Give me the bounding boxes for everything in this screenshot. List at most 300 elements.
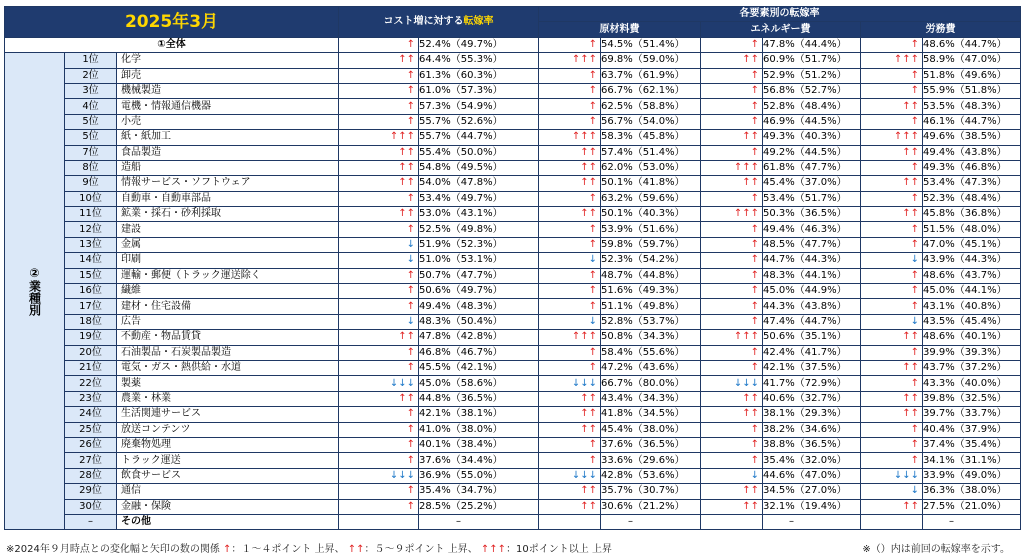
cost-arrow: ↑↑	[339, 176, 419, 191]
material-arrow: ↑↑↑	[539, 330, 601, 345]
industry-name: 建設	[117, 222, 339, 237]
table-row	[5, 468, 1021, 483]
cost-value: 50.7%（47.7%）	[419, 268, 539, 283]
material-value: 50.1%（41.8%）	[601, 176, 701, 191]
industry-name: 自動車・自動車部品	[117, 191, 339, 206]
industry-name: 鉱業・採石・砂利採取	[117, 207, 339, 222]
labor-arrow: ↑↑	[861, 99, 923, 114]
material-value: 30.6%（21.2%）	[601, 499, 701, 514]
industry-name: 造船	[117, 160, 339, 175]
material-value: 69.8%（59.0%）	[601, 53, 701, 68]
cost-header-label: コスト増に対する	[383, 15, 464, 27]
energy-arrow: ↑↑	[701, 484, 763, 499]
cost-value: 57.3%（54.9%）	[419, 99, 539, 114]
material-header: 原材料費	[539, 22, 701, 37]
energy-arrow: ↑	[701, 299, 763, 314]
material-arrow: ↑↑	[539, 160, 601, 175]
cost-arrow: ↑	[339, 191, 419, 206]
labor-value: 47.0%（45.1%）	[923, 237, 1021, 252]
energy-value: 34.5%（27.0%）	[763, 484, 861, 499]
material-value: 41.8%（34.5%）	[601, 407, 701, 422]
material-value: 56.7%（54.0%）	[601, 114, 701, 129]
cost-arrow: ↑↑	[339, 145, 419, 160]
material-arrow	[539, 514, 601, 529]
energy-value: 52.8%（48.4%）	[763, 99, 861, 114]
industry-name: 石油製品・石炭製品製造	[117, 345, 339, 360]
cost-value: 41.0%（38.0%）	[419, 422, 539, 437]
cost-arrow: ↑	[339, 407, 419, 422]
labor-arrow: ↑↑	[861, 145, 923, 160]
material-arrow: ↑	[539, 437, 601, 452]
material-arrow: ↑	[539, 237, 601, 252]
cost-value: 55.7%（52.6%）	[419, 114, 539, 129]
material-arrow: ↓↓↓	[539, 468, 601, 483]
energy-header: エネルギー費	[701, 22, 861, 37]
cost-arrow: ↑↑	[339, 330, 419, 345]
cost-arrow: ↓	[339, 314, 419, 329]
cost-arrow: ↑	[339, 83, 419, 98]
labor-value: 43.5%（45.4%）	[923, 314, 1021, 329]
labor-arrow: ↑	[861, 284, 923, 299]
energy-value: 45.4%（37.0%）	[763, 176, 861, 191]
energy-arrow: ↑	[701, 268, 763, 283]
total-row	[5, 37, 1021, 52]
material-value: 42.8%（53.6%）	[601, 468, 701, 483]
cost-arrow: ↑	[339, 114, 419, 129]
footer-text-3: ：10ポイント以上 上昇	[506, 544, 612, 555]
energy-value: 44.7%（44.3%）	[763, 253, 861, 268]
labor-arrow: ↑↑	[861, 407, 923, 422]
energy-value: 41.7%（72.9%）	[763, 376, 861, 391]
energy-arrow: ↑↑	[701, 176, 763, 191]
rank-cell: 20位	[65, 345, 117, 360]
energy-arrow: ↑↑↑	[701, 207, 763, 222]
material-value: 63.2%（59.6%）	[601, 191, 701, 206]
table-row	[5, 237, 1021, 252]
labor-value: 55.9%（51.8%）	[923, 83, 1021, 98]
industry-name: 飲食サービス	[117, 468, 339, 483]
rank-cell: 28位	[65, 468, 117, 483]
rank-cell: 11位	[65, 207, 117, 222]
rank-cell: 16位	[65, 284, 117, 299]
table-row	[5, 407, 1021, 422]
labor-value: 43.1%（40.8%）	[923, 299, 1021, 314]
material-arrow: ↑	[539, 191, 601, 206]
table-row	[5, 345, 1021, 360]
labor-value: 52.3%（48.4%）	[923, 191, 1021, 206]
energy-value: 38.8%（36.5%）	[763, 437, 861, 452]
cost-value: 50.6%（49.7%）	[419, 284, 539, 299]
material-value: 52.8%（53.7%）	[601, 314, 701, 329]
energy-value: 53.4%（51.7%）	[763, 191, 861, 206]
table-row	[5, 222, 1021, 237]
material-value: 50.8%（34.3%）	[601, 330, 701, 345]
energy-arrow: ↑↑	[701, 53, 763, 68]
footer-text-2: ：５～９ポイント 上昇、	[364, 544, 478, 555]
footer-arrow-2: ↑↑	[347, 544, 365, 555]
labor-value: 27.5%（21.0%）	[923, 499, 1021, 514]
rank-cell: 4位	[65, 99, 117, 114]
labor-arrow: ↓	[861, 253, 923, 268]
energy-arrow: ↓	[701, 468, 763, 483]
energy-arrow: ↑↑↑	[701, 330, 763, 345]
energy-value: 56.8%（52.7%）	[763, 83, 861, 98]
rank-cell: 3位	[65, 83, 117, 98]
energy-arrow: ↑	[701, 345, 763, 360]
labor-arrow: ↑	[861, 422, 923, 437]
material-value: 66.7%（62.1%）	[601, 83, 701, 98]
industry-name: 生活関連サービス	[117, 407, 339, 422]
industry-name: 広告	[117, 314, 339, 329]
cost-arrow: ↑↑	[339, 160, 419, 175]
rank-cell: 22位	[65, 376, 117, 391]
labor-arrow: ↑↑↑	[861, 53, 923, 68]
labor-arrow: ↑	[861, 299, 923, 314]
cost-arrow: ↓↓↓	[339, 376, 419, 391]
industry-name: 電機・情報通信機器	[117, 99, 339, 114]
material-value: 50.1%（40.3%）	[601, 207, 701, 222]
cost-arrow: ↑	[339, 268, 419, 283]
energy-value: 52.9%（51.2%）	[763, 68, 861, 83]
industry-section-label: ②業種別	[5, 53, 65, 530]
total-label: ①全体	[5, 37, 339, 52]
labor-value: 34.1%（31.1%）	[923, 453, 1021, 468]
material-value: 47.2%（43.6%）	[601, 360, 701, 375]
labor-value: 53.5%（48.3%）	[923, 99, 1021, 114]
industry-name: 廃棄物処理	[117, 437, 339, 452]
footer-note	[6, 540, 612, 555]
footer-right-note: ※（）内は前回の転嫁率を示す。	[862, 544, 1010, 555]
total-cost-arrow: ↑	[339, 37, 419, 52]
cost-value: 42.1%（38.1%）	[419, 407, 539, 422]
material-arrow: ↑↑↑	[539, 53, 601, 68]
rank-cell: 13位	[65, 237, 117, 252]
labor-value: 43.3%（40.0%）	[923, 376, 1021, 391]
industry-name: 化学	[117, 53, 339, 68]
energy-value: 49.2%（44.5%）	[763, 145, 861, 160]
rank-cell: 8位	[65, 160, 117, 175]
cost-value: 64.4%（55.3%）	[419, 53, 539, 68]
cost-arrow: ↑	[339, 437, 419, 452]
cost-arrow: ↑↑	[339, 391, 419, 406]
table-row	[5, 376, 1021, 391]
material-arrow: ↑	[539, 453, 601, 468]
table-row	[5, 145, 1021, 160]
material-value: 59.8%（59.7%）	[601, 237, 701, 252]
total-material-value: 54.5%（51.4%）	[601, 37, 701, 52]
material-arrow: ↑	[539, 114, 601, 129]
energy-value: 35.4%（32.0%）	[763, 453, 861, 468]
table-row	[5, 453, 1021, 468]
labor-arrow: ↑↑	[861, 330, 923, 345]
rank-cell: 1位	[65, 53, 117, 68]
labor-value: 51.5%（48.0%）	[923, 222, 1021, 237]
material-arrow: ↑↑	[539, 391, 601, 406]
cost-header	[339, 7, 539, 38]
energy-arrow: ↓↓↓	[701, 376, 763, 391]
material-value: 48.7%（44.8%）	[601, 268, 701, 283]
rank-cell: –	[65, 514, 117, 529]
labor-value: 48.6%（43.7%）	[923, 268, 1021, 283]
cost-arrow: ↓	[339, 237, 419, 252]
cost-value: 35.4%（34.7%）	[419, 484, 539, 499]
energy-arrow: ↑	[701, 237, 763, 252]
rank-cell: 15位	[65, 268, 117, 283]
table-row	[5, 437, 1021, 452]
cost-arrow: ↑↑↑	[339, 130, 419, 145]
labor-value: 53.4%（47.3%）	[923, 176, 1021, 191]
material-value: 62.5%（58.8%）	[601, 99, 701, 114]
labor-value: 43.9%（44.3%）	[923, 253, 1021, 268]
cost-arrow: ↓↓↓	[339, 468, 419, 483]
cost-value: 52.5%（49.8%）	[419, 222, 539, 237]
material-arrow: ↑	[539, 268, 601, 283]
energy-arrow: ↑↑	[701, 499, 763, 514]
cost-arrow	[339, 514, 419, 529]
material-arrow: ↑	[539, 83, 601, 98]
material-value: 63.7%（61.9%）	[601, 68, 701, 83]
rank-cell: 9位	[65, 176, 117, 191]
cost-value: 45.0%（58.6%）	[419, 376, 539, 391]
energy-arrow: ↑	[701, 284, 763, 299]
cost-arrow: ↑	[339, 299, 419, 314]
labor-value: –	[923, 514, 1021, 529]
material-arrow: ↑	[539, 222, 601, 237]
table-row	[5, 207, 1021, 222]
industry-name: 卸売	[117, 68, 339, 83]
rank-cell: 5位	[65, 114, 117, 129]
material-value: 37.6%（36.5%）	[601, 437, 701, 452]
industry-name: 小売	[117, 114, 339, 129]
material-value: 58.3%（45.8%）	[601, 130, 701, 145]
cost-value: 55.4%（50.0%）	[419, 145, 539, 160]
industry-name: 不動産・物品賃貸	[117, 330, 339, 345]
footer-arrow-3: ↑↑↑	[480, 544, 507, 555]
rank-cell: 17位	[65, 299, 117, 314]
energy-arrow: ↑↑	[701, 407, 763, 422]
cost-value: 28.5%（25.2%）	[419, 499, 539, 514]
cost-value: 53.4%（49.7%）	[419, 191, 539, 206]
transfer-rate-table-container	[4, 6, 1020, 530]
labor-arrow: ↓	[861, 314, 923, 329]
cost-arrow: ↑	[339, 360, 419, 375]
labor-value: 49.4%（43.8%）	[923, 145, 1021, 160]
energy-arrow: ↑	[701, 314, 763, 329]
labor-value: 43.7%（37.2%）	[923, 360, 1021, 375]
industry-name: 印刷	[117, 253, 339, 268]
total-energy-value: 47.8%（44.4%）	[763, 37, 861, 52]
material-arrow: ↓	[539, 253, 601, 268]
rank-cell: 26位	[65, 437, 117, 452]
material-arrow: ↑	[539, 99, 601, 114]
energy-arrow: ↑	[701, 453, 763, 468]
energy-value: 50.3%（36.5%）	[763, 207, 861, 222]
energy-arrow: ↑	[701, 253, 763, 268]
labor-arrow: ↑	[861, 160, 923, 175]
cost-arrow: ↑	[339, 284, 419, 299]
energy-value: 44.3%（43.8%）	[763, 299, 861, 314]
transfer-rate-table	[4, 6, 1021, 530]
labor-value: 51.8%（49.6%）	[923, 68, 1021, 83]
energy-value: 32.1%（19.4%）	[763, 499, 861, 514]
industry-name: 紙・紙加工	[117, 130, 339, 145]
table-row	[5, 514, 1021, 529]
rank-cell: 27位	[65, 453, 117, 468]
energy-arrow: ↑	[701, 99, 763, 114]
cost-arrow: ↑	[339, 222, 419, 237]
material-value: 66.7%（80.0%）	[601, 376, 701, 391]
cost-value: 48.3%（50.4%）	[419, 314, 539, 329]
table-row	[5, 484, 1021, 499]
energy-arrow: ↑	[701, 437, 763, 452]
table-row	[5, 191, 1021, 206]
table-row	[5, 360, 1021, 375]
industry-name: その他	[117, 514, 339, 529]
material-arrow: ↑↑↑	[539, 130, 601, 145]
cost-value: 61.0%（57.3%）	[419, 83, 539, 98]
footer-arrow-1: ↑	[223, 544, 232, 555]
total-labor-arrow: ↑	[861, 37, 923, 52]
table-row	[5, 330, 1021, 345]
rank-cell: 30位	[65, 499, 117, 514]
material-value: 52.3%（54.2%）	[601, 253, 701, 268]
table-row	[5, 68, 1021, 83]
table-row	[5, 114, 1021, 129]
labor-arrow: ↑	[861, 222, 923, 237]
material-value: 58.4%（55.6%）	[601, 345, 701, 360]
material-arrow: ↑	[539, 284, 601, 299]
cost-value: 36.9%（55.0%）	[419, 468, 539, 483]
cost-arrow: ↑	[339, 484, 419, 499]
material-arrow: ↓	[539, 314, 601, 329]
cost-value: 47.8%（42.8%）	[419, 330, 539, 345]
rank-cell: 12位	[65, 222, 117, 237]
material-value: 33.6%（29.6%）	[601, 453, 701, 468]
rank-cell: 2位	[65, 68, 117, 83]
cost-value: 54.8%（49.5%）	[419, 160, 539, 175]
cost-arrow: ↑	[339, 345, 419, 360]
table-row	[5, 53, 1021, 68]
industry-name: 電気・ガス・熱供給・水道	[117, 360, 339, 375]
table-row	[5, 299, 1021, 314]
total-cost-value: 52.4%（49.7%）	[419, 37, 539, 52]
footer-note-prefix: ※2024年９月時点との変化幅と矢印の数の関係	[6, 544, 220, 555]
energy-arrow: ↑	[701, 145, 763, 160]
energy-arrow: ↑	[701, 83, 763, 98]
labor-arrow: ↑	[861, 268, 923, 283]
labor-header: 労務費	[861, 22, 1021, 37]
material-arrow: ↑	[539, 345, 601, 360]
energy-arrow: ↑↑	[701, 391, 763, 406]
labor-arrow: ↑↑	[861, 207, 923, 222]
industry-name: 機械製造	[117, 83, 339, 98]
industry-name: 情報サービス・ソフトウェア	[117, 176, 339, 191]
industry-name: 金属	[117, 237, 339, 252]
cost-value: 40.1%（38.4%）	[419, 437, 539, 452]
cost-value: 51.9%（52.3%）	[419, 237, 539, 252]
table-row	[5, 314, 1021, 329]
cost-value: 55.7%（44.7%）	[419, 130, 539, 145]
table-row	[5, 160, 1021, 175]
labor-arrow: ↓↓↓	[861, 468, 923, 483]
rank-cell: 19位	[65, 330, 117, 345]
energy-value: 38.1%（29.3%）	[763, 407, 861, 422]
energy-value: 48.3%（44.1%）	[763, 268, 861, 283]
labor-value: 49.3%（46.8%）	[923, 160, 1021, 175]
material-value: 43.4%（34.3%）	[601, 391, 701, 406]
industry-name: 建材・住宅設備	[117, 299, 339, 314]
cost-arrow: ↑↑	[339, 207, 419, 222]
total-labor-value: 48.6%（44.7%）	[923, 37, 1021, 52]
energy-value: 44.6%（47.0%）	[763, 468, 861, 483]
labor-arrow: ↑	[861, 68, 923, 83]
labor-arrow: ↑	[861, 437, 923, 452]
energy-value: 45.0%（44.9%）	[763, 284, 861, 299]
labor-arrow: ↑	[861, 191, 923, 206]
cost-value: 53.0%（43.1%）	[419, 207, 539, 222]
labor-value: 58.9%（47.0%）	[923, 53, 1021, 68]
energy-value: 42.4%（41.7%）	[763, 345, 861, 360]
labor-arrow: ↓	[861, 484, 923, 499]
rank-cell: 5位	[65, 130, 117, 145]
labor-value: 45.8%（36.8%）	[923, 207, 1021, 222]
industry-name: 農業・林業	[117, 391, 339, 406]
table-row	[5, 83, 1021, 98]
energy-value: 49.4%（46.3%）	[763, 222, 861, 237]
cost-value: 44.8%（36.5%）	[419, 391, 539, 406]
labor-value: 49.6%（38.5%）	[923, 130, 1021, 145]
rank-cell: 23位	[65, 391, 117, 406]
labor-value: 33.9%（49.0%）	[923, 468, 1021, 483]
cost-value: 51.0%（53.1%）	[419, 253, 539, 268]
cost-value: 45.5%（42.1%）	[419, 360, 539, 375]
table-row	[5, 268, 1021, 283]
labor-arrow: ↑	[861, 237, 923, 252]
energy-value: 61.8%（47.7%）	[763, 160, 861, 175]
industry-name: 繊維	[117, 284, 339, 299]
energy-value: 48.5%（47.7%）	[763, 237, 861, 252]
energy-value: 49.3%（40.3%）	[763, 130, 861, 145]
material-value: 51.1%（49.8%）	[601, 299, 701, 314]
table-row	[5, 253, 1021, 268]
rank-cell: 21位	[65, 360, 117, 375]
labor-arrow: ↑↑	[861, 391, 923, 406]
footer-text-1: ：１～４ポイント 上昇、	[231, 544, 345, 555]
rank-cell: 24位	[65, 407, 117, 422]
total-energy-arrow: ↑	[701, 37, 763, 52]
industry-name: 通信	[117, 484, 339, 499]
cost-value: 49.4%（48.3%）	[419, 299, 539, 314]
table-row	[5, 176, 1021, 191]
energy-value: 38.2%（34.6%）	[763, 422, 861, 437]
material-value: 57.4%（51.4%）	[601, 145, 701, 160]
total-material-arrow: ↑	[539, 37, 601, 52]
cost-arrow: ↑↑	[339, 53, 419, 68]
table-row	[5, 130, 1021, 145]
material-value: 62.0%（53.0%）	[601, 160, 701, 175]
table-row	[5, 99, 1021, 114]
labor-arrow: ↑↑	[861, 176, 923, 191]
material-value: 35.7%（30.7%）	[601, 484, 701, 499]
labor-arrow: ↑	[861, 376, 923, 391]
energy-arrow: ↑	[701, 422, 763, 437]
material-arrow: ↑↑	[539, 484, 601, 499]
energy-arrow: ↑	[701, 114, 763, 129]
industry-name: 運輸・郵便（トラック運送除く	[117, 268, 339, 283]
material-value: 45.4%（38.0%）	[601, 422, 701, 437]
cost-arrow: ↑	[339, 453, 419, 468]
labor-value: 37.4%（35.4%）	[923, 437, 1021, 452]
